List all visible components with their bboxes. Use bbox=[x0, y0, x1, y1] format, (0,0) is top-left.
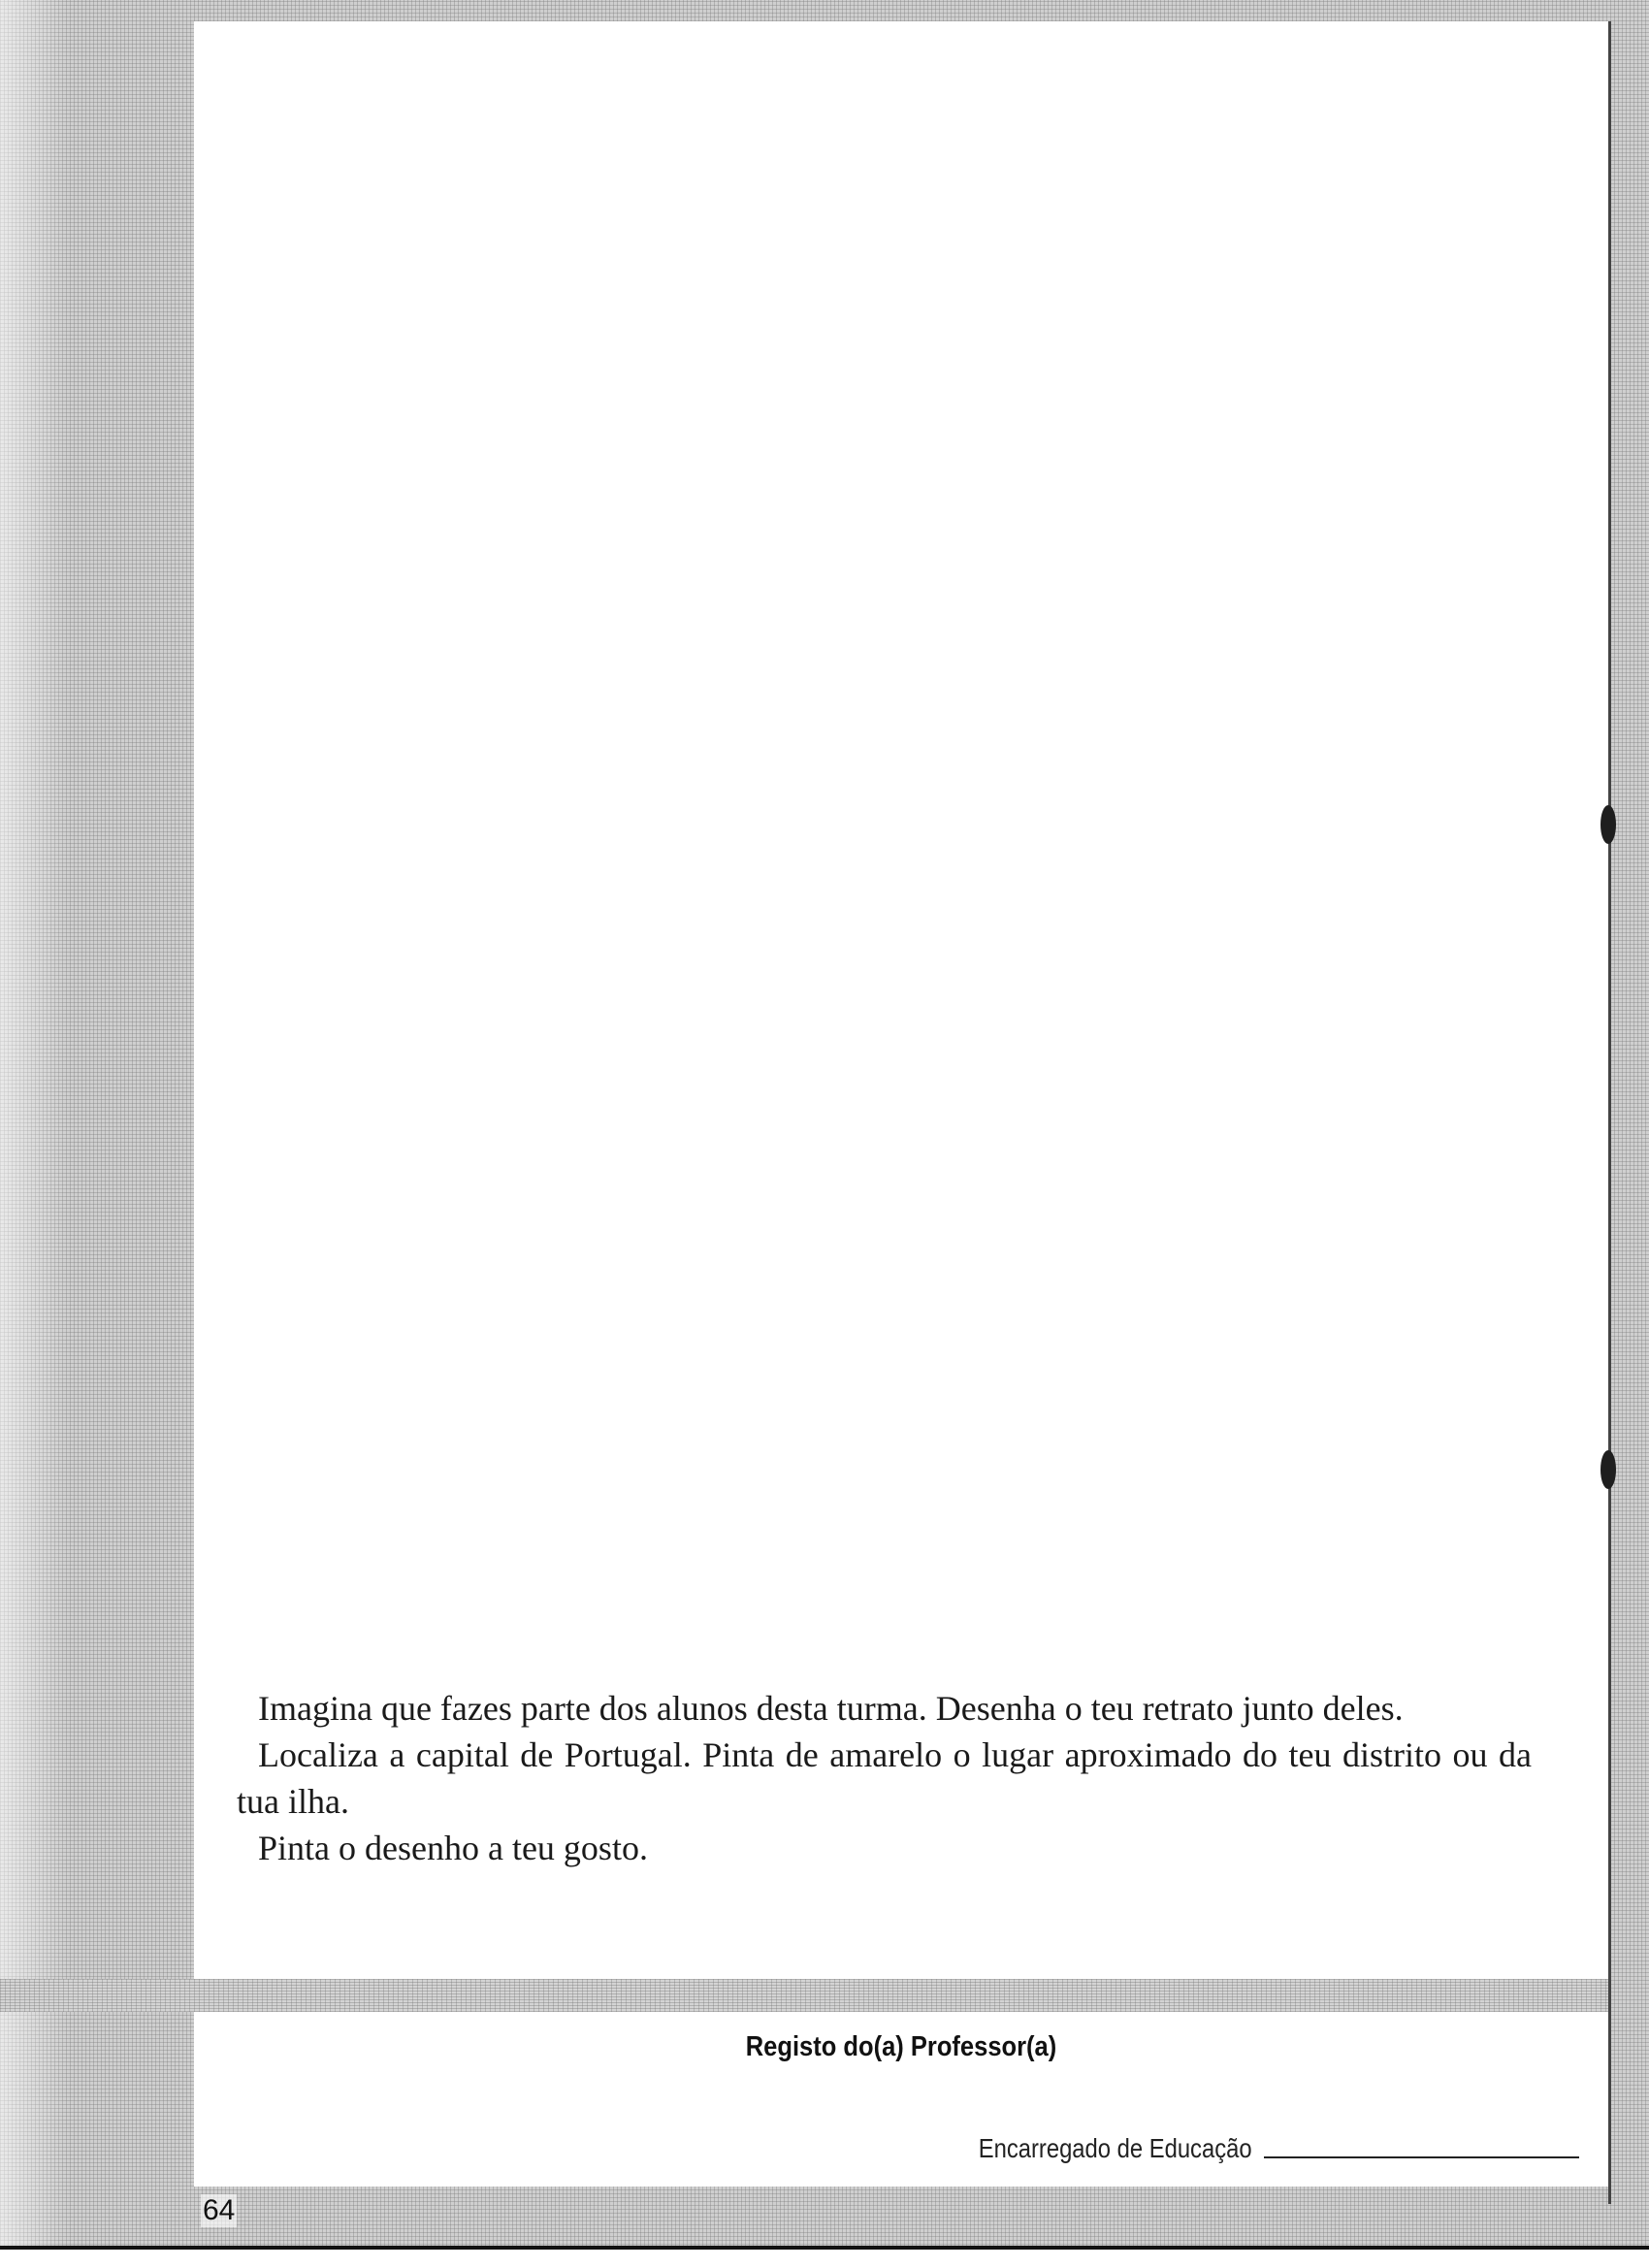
binder-hole-icon bbox=[1600, 805, 1616, 844]
below-page-margin bbox=[0, 2250, 1649, 2268]
instruction-self-portrait: Imagina que fazes parte dos alunos desta turma. Desenha o teu retrato junto deles. bbox=[258, 1689, 1404, 1728]
teacher-record-title: Registo do(a) Professor(a) bbox=[745, 2031, 1057, 2062]
frame-shade bbox=[0, 0, 68, 2268]
guardian-label: Encarregado de Educação bbox=[979, 2133, 1252, 2163]
instructions bbox=[237, 1685, 1532, 1871]
guardian-signature-row bbox=[930, 2133, 1579, 2164]
page-number: 64 bbox=[203, 2194, 236, 2226]
instruction-colour-drawing: Pinta o desenho a teu gosto. bbox=[258, 1829, 648, 1867]
teacher-record-section bbox=[194, 2012, 1608, 2187]
worksheet-page bbox=[194, 21, 1608, 1989]
instruction-locate-capital: Localiza a capital de Portugal. Pinta de amarelo o lugar aproximado do teu distrito ou da tua ilha. bbox=[237, 1735, 1532, 1821]
page-edge bbox=[1608, 21, 1611, 2204]
guardian-signature-line[interactable] bbox=[1264, 2156, 1579, 2158]
drawing-space bbox=[194, 21, 1608, 1661]
section-divider bbox=[0, 1979, 1608, 2012]
binder-hole-icon bbox=[1600, 1450, 1616, 1489]
